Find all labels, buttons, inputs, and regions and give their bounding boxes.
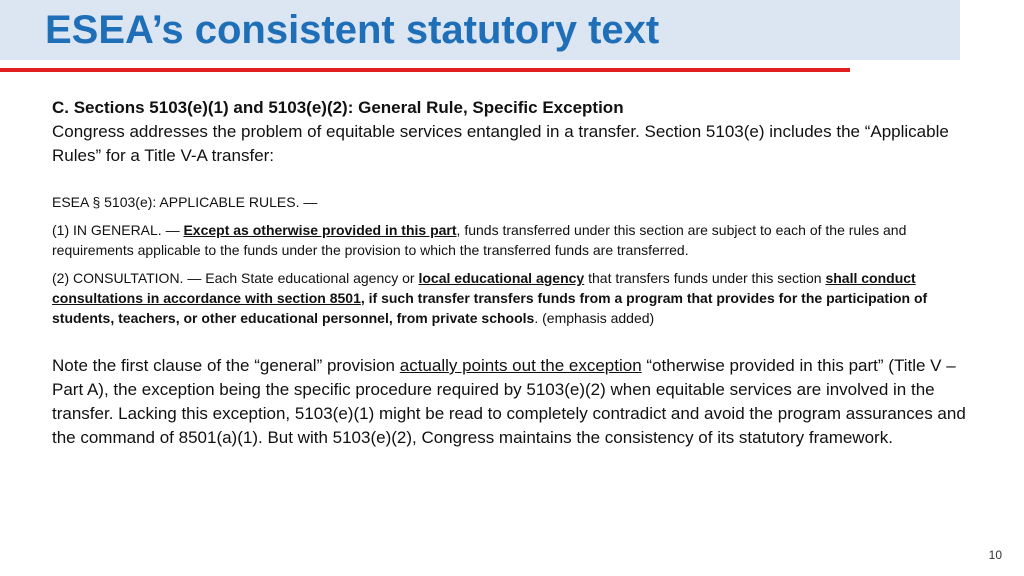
clause-1 [52, 220, 977, 260]
note-after: “otherwise provided in this part” (Title V – Part A), the exception being the specific procedure required by 5103(e)(2) when equitable services are involved in the transfer. Lacking this exception, 5103(e)(1) might be read to completely contradict and avoid the program assurances and the command of 8501(a)(1). But with 5103(e)(2), Congress maintains the consistency of its statutory framework. [52, 356, 966, 447]
clause-2-middle: that transfers funds under this section [584, 270, 826, 286]
clause-1-emphasis: Except as otherwise provided in this part [183, 222, 457, 238]
clause-1-rest: , funds transferred under this section are subject to each of the rules and requirements applicable to the funds under the provision to which the transferred funds are transferred. [52, 222, 907, 258]
note-before: Note the first clause of the “general” provision [52, 356, 400, 375]
clause-2-suffix: . (emphasis added) [534, 310, 655, 326]
clause-2-bold-rest: , if such transfer transfers funds from a program that provides for the participation of students, teachers, or other educational personnel, from private schools [52, 290, 928, 326]
note-paragraph [52, 354, 977, 450]
clause-2-prefix: (2) CONSULTATION. — Each State educational agency or [52, 270, 419, 286]
slide-content [52, 96, 977, 450]
clause-2-emphasis-agency: local educational agency [418, 270, 585, 286]
slide-title: ESEA’s consistent statutory text [45, 8, 660, 52]
clause-2 [52, 268, 977, 328]
clause-1-prefix: (1) IN GENERAL. — [52, 222, 184, 238]
title-divider [0, 68, 850, 72]
note-underlined: actually points out the exception [399, 356, 642, 375]
page-number: 10 [988, 548, 1002, 562]
statute-title: ESEA § 5103(e): APPLICABLE RULES. — [52, 194, 318, 210]
section-heading: C. Sections 5103(e)(1) and 5103(e)(2): General Rule, Specific Exception [52, 98, 624, 117]
clause-2-emphasis-consultation: shall conduct consultations in accordance with section 8501 [52, 270, 916, 306]
intro-paragraph: Congress addresses the problem of equitable services entangled in a transfer. Section 5103(e) includes the “Applicable Rules” for a Title V-A transfer: [52, 122, 949, 165]
